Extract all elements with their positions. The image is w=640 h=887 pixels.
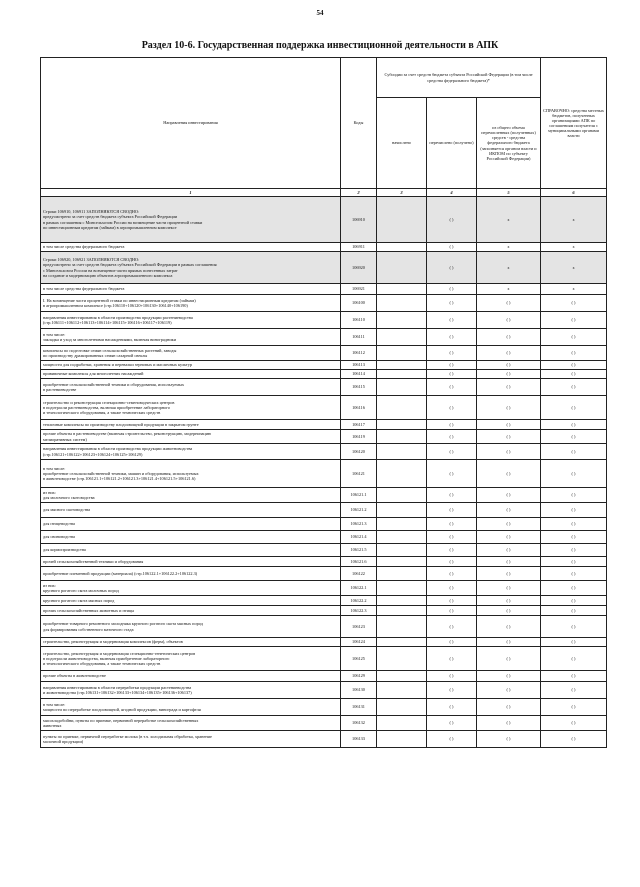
row-transferred: ( ) [427, 671, 477, 682]
row-federal: ( ) [477, 606, 541, 616]
row-name: прочих сельскохозяйственных животных и птицы [41, 606, 341, 616]
row-federal: x [477, 252, 541, 284]
row-accrued [377, 518, 427, 531]
row-accrued [377, 370, 427, 379]
row-name: приобретение племенной продукции (материала) (стр.106122.1+106122.2+106122.3) [41, 567, 341, 581]
row-transferred: ( ) [427, 638, 477, 647]
row-reference: ( ) [541, 531, 607, 544]
row-federal: ( ) [477, 716, 541, 731]
investment-support-table [40, 57, 607, 748]
row-name: прочие объекты в растениеводстве (включая строительство, реконструкцию, модернизацию мелиоративных систем) [41, 430, 341, 444]
row-reference: ( ) [541, 731, 607, 748]
row-accrued [377, 460, 427, 488]
row-transferred: ( ) [427, 647, 477, 671]
row-federal: ( ) [477, 518, 541, 531]
column-number: 4 [427, 189, 477, 197]
row-reference: ( ) [541, 361, 607, 370]
row-code: 106113 [341, 361, 377, 370]
row-federal: x [477, 197, 541, 243]
row-name: прочей сельскохозяйственной техники и оборудования [41, 557, 341, 567]
header-code: Коды [341, 58, 377, 189]
row-name: комплексы по подготовке семян сельскохозяйственных растений, заводы по производству дражированных семян сахарной свеклы [41, 346, 341, 361]
row-name: в том числе средства федерального бюджета [41, 243, 341, 252]
table-row [41, 716, 607, 731]
row-reference: ( ) [541, 567, 607, 581]
row-accrued [377, 616, 427, 638]
row-accrued [377, 557, 427, 567]
row-transferred: ( ) [427, 430, 477, 444]
table-row [41, 638, 607, 647]
row-transferred: ( ) [427, 312, 477, 329]
row-name: для свиноводства [41, 531, 341, 544]
row-reference: ( ) [541, 518, 607, 531]
row-code: 106114 [341, 370, 377, 379]
row-federal: ( ) [477, 370, 541, 379]
row-code: 106132 [341, 716, 377, 731]
row-code: 106122.3 [341, 606, 377, 616]
row-accrued [377, 312, 427, 329]
row-code: 106910 [341, 197, 377, 243]
table-row [41, 243, 607, 252]
table-row [41, 518, 607, 531]
row-name: приобретение сельскохозяйственной техники и оборудования, используемых в растениеводстве [41, 379, 341, 396]
row-reference: ( ) [541, 444, 607, 460]
table-row [41, 488, 607, 503]
row-reference: ( ) [541, 379, 607, 396]
row-name: для мясного скотоводства [41, 503, 341, 518]
table-row [41, 671, 607, 682]
row-transferred: ( ) [427, 731, 477, 748]
row-federal: ( ) [477, 567, 541, 581]
row-name: направления инвестирования в области производства продукции животноводства (стр.106121+106122+106123+106124+106125+106129) [41, 444, 341, 460]
row-code: 106911 [341, 243, 377, 252]
row-reference: ( ) [541, 682, 607, 699]
row-accrued [377, 567, 427, 581]
table-row [41, 430, 607, 444]
row-transferred: ( ) [427, 682, 477, 699]
row-reference: ( ) [541, 699, 607, 716]
row-reference: ( ) [541, 671, 607, 682]
table-row [41, 581, 607, 596]
row-reference: ( ) [541, 544, 607, 557]
row-name: Строки 106910, 106911 ЗАПОЛНЯЮТСЯ СВОДНО: предусмотрено за счет средств бюджета субъекта Российской Федерации в рамках соглашения с Минсельхозом России на возмещение части процентной ставки по инвестиционным кредитам (займам) в агропромышленном комплексе [41, 197, 341, 243]
column-number: 5 [477, 189, 541, 197]
row-code: 106115 [341, 379, 377, 396]
row-name: прочие объекты в животноводстве [41, 671, 341, 682]
table-row [41, 444, 607, 460]
row-transferred: ( ) [427, 252, 477, 284]
table-row [41, 544, 607, 557]
row-federal: ( ) [477, 531, 541, 544]
row-accrued [377, 638, 427, 647]
row-code: 106133 [341, 731, 377, 748]
row-name: тепличные комплексы по производству плодоовощной продукции в закрытом грунте [41, 420, 341, 430]
header-subsidies: Субсидии за счет средств бюджета субъекта Российской Федерации (в том числе средства федерального бюджета)* [377, 58, 541, 98]
row-name: из них: для молочного скотоводства [41, 488, 341, 503]
header-reference: СПРАВОЧНО: средства местных бюджетов, полученных организациями АПК по соглашениям получателя с муниципальными органами власти [541, 58, 607, 189]
row-name: приобретение товарного ремонтного молодняка крупного рогатого скота мясных пород для формирования собственного маточного стада [41, 616, 341, 638]
row-accrued [377, 346, 427, 361]
row-transferred: ( ) [427, 396, 477, 420]
row-name: Строки 106920, 106921 ЗАПОЛНЯЮТСЯ СВОДНО: предусмотрено за счет средств бюджета субъекта Российской Федерации в рамках соглашения с Минсельхозом России на возмещение части прямых понесенных затрат на создание и модернизацию объектов агропромышленного комплекса [41, 252, 341, 284]
table-row [41, 596, 607, 606]
table-row [41, 647, 607, 671]
row-federal: ( ) [477, 312, 541, 329]
row-federal: ( ) [477, 329, 541, 346]
table-row [41, 731, 607, 748]
row-transferred: ( ) [427, 518, 477, 531]
row-transferred: ( ) [427, 581, 477, 596]
row-accrued [377, 647, 427, 671]
row-reference: ( ) [541, 396, 607, 420]
row-federal: ( ) [477, 361, 541, 370]
row-reference: ( ) [541, 460, 607, 488]
row-name: направления инвестирования в области переработки продукции растениеводства и животноводства (стр.106131+106132+106133+106134+106135+106136+106137) [41, 682, 341, 699]
row-reference: ( ) [541, 557, 607, 567]
row-code: 106131 [341, 699, 377, 716]
header-federal: из общего объема перечисленных (полученных) средств - средства федерального бюджета (заполняется органом власти и ИКПОМ по субъекту Российской Федерации) [477, 98, 541, 189]
row-federal: ( ) [477, 503, 541, 518]
row-accrued [377, 682, 427, 699]
row-federal: ( ) [477, 544, 541, 557]
header-direction: Направления инвестирования [41, 58, 341, 189]
row-federal: ( ) [477, 420, 541, 430]
row-name: прививочные комплексы для многолетних насаждений [41, 370, 341, 379]
row-transferred: ( ) [427, 460, 477, 488]
row-code: 106116 [341, 396, 377, 420]
row-code: 106100 [341, 295, 377, 312]
row-reference: ( ) [541, 581, 607, 596]
row-reference: x [541, 252, 607, 284]
row-accrued [377, 284, 427, 295]
table-row [41, 379, 607, 396]
row-name: в том числе средства федерального бюджета [41, 284, 341, 295]
row-federal: ( ) [477, 638, 541, 647]
table-row [41, 361, 607, 370]
table-row [41, 699, 607, 716]
row-federal: ( ) [477, 671, 541, 682]
table-row [41, 503, 607, 518]
row-accrued [377, 731, 427, 748]
row-transferred: ( ) [427, 243, 477, 252]
row-accrued [377, 544, 427, 557]
row-name: в том числе: закладка и уход за многолетними насаждениями, включая виноградники [41, 329, 341, 346]
row-code: 106921 [341, 284, 377, 295]
row-reference: ( ) [541, 312, 607, 329]
row-code: 106129 [341, 671, 377, 682]
row-code: 106121.4 [341, 531, 377, 544]
table-row [41, 329, 607, 346]
row-code: 106110 [341, 312, 377, 329]
row-federal: ( ) [477, 460, 541, 488]
row-name: I. На возмещение части процентной ставки по инвестиционным кредитам (займам) в агропромышленном комплексе (стр.106110+106120+106130+106140+106190) [41, 295, 341, 312]
column-number: 2 [341, 189, 377, 197]
row-code: 106121.1 [341, 488, 377, 503]
row-federal: ( ) [477, 699, 541, 716]
row-code: 106121 [341, 460, 377, 488]
row-transferred: ( ) [427, 444, 477, 460]
row-transferred: ( ) [427, 420, 477, 430]
row-transferred: ( ) [427, 197, 477, 243]
row-accrued [377, 699, 427, 716]
row-transferred: ( ) [427, 544, 477, 557]
row-code: 106121.3 [341, 518, 377, 531]
row-accrued [377, 606, 427, 616]
row-code: 106119 [341, 430, 377, 444]
row-federal: ( ) [477, 295, 541, 312]
row-name: в том числе: мощности по переработке плодоовощной, ягодной продукции, винограда и картофеля [41, 699, 341, 716]
row-code: 106920 [341, 252, 377, 284]
table-row [41, 370, 607, 379]
row-name: мощности для подработки, хранения и перевалки зерновых и масличных культур [41, 361, 341, 370]
row-reference: x [541, 243, 607, 252]
row-name: пункты по приемке, первичной переработке молока (в т.ч. холодильная обработка, хранение молочной продукции) [41, 731, 341, 748]
row-accrued [377, 396, 427, 420]
row-name: из них: крупного рогатого скота молочных пород [41, 581, 341, 596]
row-federal: ( ) [477, 379, 541, 396]
row-reference: ( ) [541, 606, 607, 616]
row-transferred: ( ) [427, 616, 477, 638]
row-code: 106122 [341, 567, 377, 581]
row-code: 106112 [341, 346, 377, 361]
table-row [41, 346, 607, 361]
row-reference: ( ) [541, 647, 607, 671]
row-name: для птицеводства [41, 518, 341, 531]
row-reference: ( ) [541, 295, 607, 312]
table-row [41, 396, 607, 420]
row-federal: ( ) [477, 430, 541, 444]
header-transferred: перечислено (получено) [427, 98, 477, 189]
row-accrued [377, 252, 427, 284]
column-number: 3 [377, 189, 427, 197]
row-reference: ( ) [541, 716, 607, 731]
row-reference: ( ) [541, 430, 607, 444]
row-transferred: ( ) [427, 295, 477, 312]
table-row [41, 567, 607, 581]
table-row [41, 557, 607, 567]
column-number: 1 [41, 189, 341, 197]
row-code: 106121.6 [341, 557, 377, 567]
row-reference: ( ) [541, 638, 607, 647]
row-name: мясохладобойни, пункты по приемке, первичной переработке сельскохозяйственных животных [41, 716, 341, 731]
row-transferred: ( ) [427, 716, 477, 731]
row-accrued [377, 243, 427, 252]
row-accrued [377, 671, 427, 682]
row-reference: ( ) [541, 346, 607, 361]
row-federal: ( ) [477, 647, 541, 671]
table-row [41, 682, 607, 699]
row-transferred: ( ) [427, 488, 477, 503]
row-federal: ( ) [477, 581, 541, 596]
row-accrued [377, 361, 427, 370]
row-reference: ( ) [541, 503, 607, 518]
row-reference: ( ) [541, 596, 607, 606]
row-name: направления инвестирования в области производства продукции растениеводства (стр.106111+106112+106113+106114+106115+106116+106117+106119) [41, 312, 341, 329]
row-transferred: ( ) [427, 606, 477, 616]
row-code: 106121.5 [341, 544, 377, 557]
row-accrued [377, 488, 427, 503]
row-code: 106111 [341, 329, 377, 346]
row-accrued [377, 581, 427, 596]
column-number: 6 [541, 189, 607, 197]
row-reference: ( ) [541, 616, 607, 638]
row-code: 106117 [341, 420, 377, 430]
row-transferred: ( ) [427, 370, 477, 379]
row-code: 106120 [341, 444, 377, 460]
table-row [41, 197, 607, 243]
row-reference: ( ) [541, 488, 607, 503]
row-accrued [377, 379, 427, 396]
row-name: крупного рогатого скота мясных пород [41, 596, 341, 606]
header-accrued: начислено [377, 98, 427, 189]
table-row [41, 312, 607, 329]
page-number: 54 [316, 9, 324, 17]
row-code: 106121.2 [341, 503, 377, 518]
row-transferred: ( ) [427, 361, 477, 370]
row-transferred: ( ) [427, 567, 477, 581]
row-accrued [377, 295, 427, 312]
row-name: строительство, реконструкция и модернизация селекционно-генетических центров в подотрасли животноводства, включая приобретение лабораторного и технологического оборудования, а также технических средств [41, 647, 341, 671]
row-transferred: ( ) [427, 503, 477, 518]
row-reference: ( ) [541, 329, 607, 346]
row-accrued [377, 596, 427, 606]
row-reference: ( ) [541, 370, 607, 379]
table-row [41, 616, 607, 638]
row-accrued [377, 444, 427, 460]
table-row [41, 460, 607, 488]
row-transferred: ( ) [427, 531, 477, 544]
row-transferred: ( ) [427, 596, 477, 606]
row-federal: ( ) [477, 682, 541, 699]
row-accrued [377, 430, 427, 444]
row-name: в том числе: приобретение сельскохозяйственной техники, машин и оборудования, используемых в животноводстве (стр.106121.1+106121.2+106121.3+106121.4+106121.5+106121.6) [41, 460, 341, 488]
row-federal: ( ) [477, 444, 541, 460]
table-row [41, 284, 607, 295]
table-row [41, 531, 607, 544]
row-transferred: ( ) [427, 329, 477, 346]
row-reference: ( ) [541, 420, 607, 430]
row-transferred: ( ) [427, 346, 477, 361]
row-name: для кормопроизводства [41, 544, 341, 557]
row-accrued [377, 503, 427, 518]
row-code: 106122.1 [341, 581, 377, 596]
row-federal: ( ) [477, 616, 541, 638]
section-title: Раздел 10-6. Государственная поддержка инвестиционной деятельности в АПК [141, 40, 499, 51]
row-code: 106125 [341, 647, 377, 671]
table-row [41, 295, 607, 312]
row-reference: x [541, 197, 607, 243]
row-federal: ( ) [477, 346, 541, 361]
row-transferred: ( ) [427, 284, 477, 295]
row-reference: x [541, 284, 607, 295]
row-accrued [377, 531, 427, 544]
row-code: 106124 [341, 638, 377, 647]
row-accrued [377, 420, 427, 430]
row-federal: ( ) [477, 731, 541, 748]
row-code: 106122.2 [341, 596, 377, 606]
row-federal: x [477, 243, 541, 252]
row-accrued [377, 716, 427, 731]
row-name: строительство и реконструкция селекционно-семеноводческих центров в подотрасли растениеводства, включая приобретение лабораторного и технологического оборудования, а также технических средств [41, 396, 341, 420]
table-row [41, 606, 607, 616]
row-transferred: ( ) [427, 699, 477, 716]
row-transferred: ( ) [427, 379, 477, 396]
row-code: 106123 [341, 616, 377, 638]
row-code: 106130 [341, 682, 377, 699]
column-numbers-row [41, 189, 607, 197]
row-accrued [377, 197, 427, 243]
row-federal: x [477, 284, 541, 295]
row-accrued [377, 329, 427, 346]
row-name: строительство, реконструкция и модернизация комплексов (ферм), объектов [41, 638, 341, 647]
row-federal: ( ) [477, 596, 541, 606]
row-transferred: ( ) [427, 557, 477, 567]
row-federal: ( ) [477, 396, 541, 420]
row-federal: ( ) [477, 488, 541, 503]
table-row [41, 252, 607, 284]
row-federal: ( ) [477, 557, 541, 567]
table-row [41, 420, 607, 430]
